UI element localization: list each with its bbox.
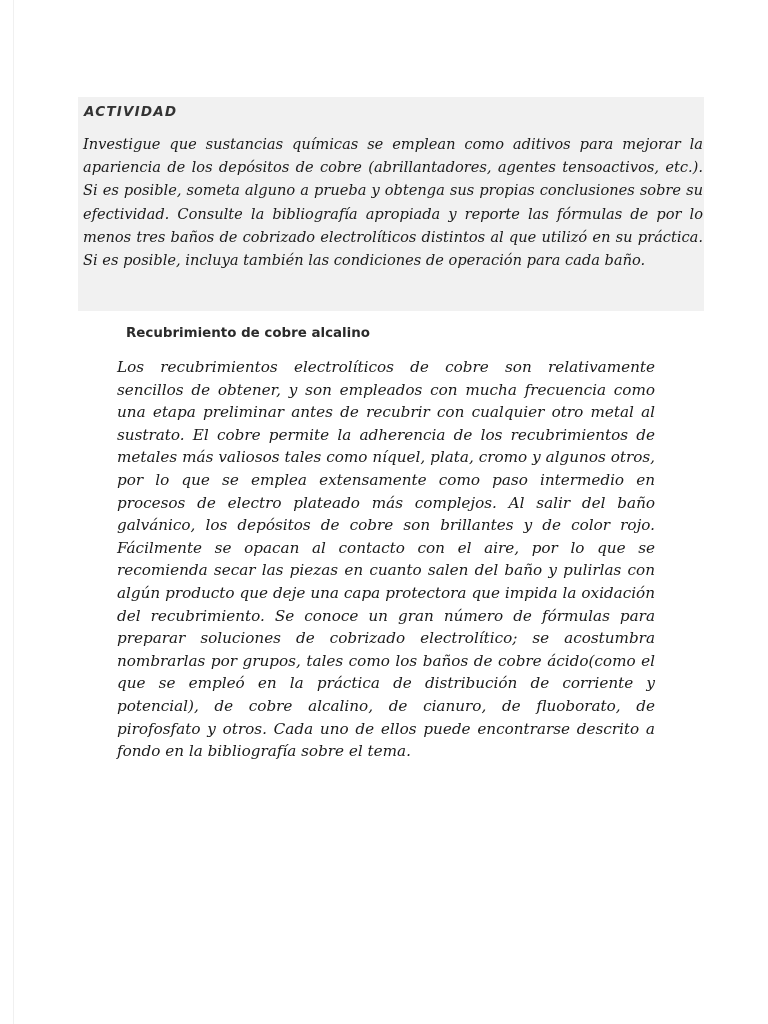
section-heading: Recubrimiento de cobre alcalino <box>126 326 370 341</box>
section-body-paragraph: Los recubrimientos electrolíticos de cobre son relativamente sencillos de obtener, y son empleados con mucha frecuencia como una etapa preliminar antes de recubrir con cualquier otro metal al sustrato. El cobre permite la adherencia de los recubrimientos de metales más valiosos tales como níquel, plata, cromo y algunos otros, por lo que se emplea extensamente como paso intermedio en procesos de electro plateado más complejos. Al salir del baño galvánico, los depósitos de cobre son brillantes y de color rojo. Fácilmente se opacan al contacto con el aire, por lo que se recomienda secar las piezas en cuanto salen del baño y pulirlas con algún producto que deje una capa protectora que impida la oxidación del recubrimiento. Se conoce un gran número de fórmulas para preparar soluciones de cobrizado electrolítico; se acostumbra nombrarlas por grupos, tales como los baños de cobre ácido(como el que se empleó en la práctica de distribución de corriente y potencial), de cobre alcalino, de cianuro, de fluoborato, de pirofosfato y otros. Cada uno de ellos puede encontrarse descrito a fondo en la bibliografía sobre el tema. <box>117 358 655 761</box>
activity-title: ACTIVIDAD <box>84 104 178 120</box>
activity-paragraph: Investigue que sustancias químicas se emplean como aditivos para mejorar la apariencia de los depósitos de cobre (abrillantadores, agentes tensoactivos, etc.). Si es posible, someta alguno a prueba y obtenga sus propias conclusiones sobre su efectividad. Consulte la bibliografía apropiada y reporte las fórmulas de por lo menos tres baños de cobrizado electrolíticos distintos al que utilizó en su práctica. Si es posible, incluya también las condiciones de operación para cada baño. <box>83 136 703 270</box>
page-left-edge <box>13 0 14 1024</box>
